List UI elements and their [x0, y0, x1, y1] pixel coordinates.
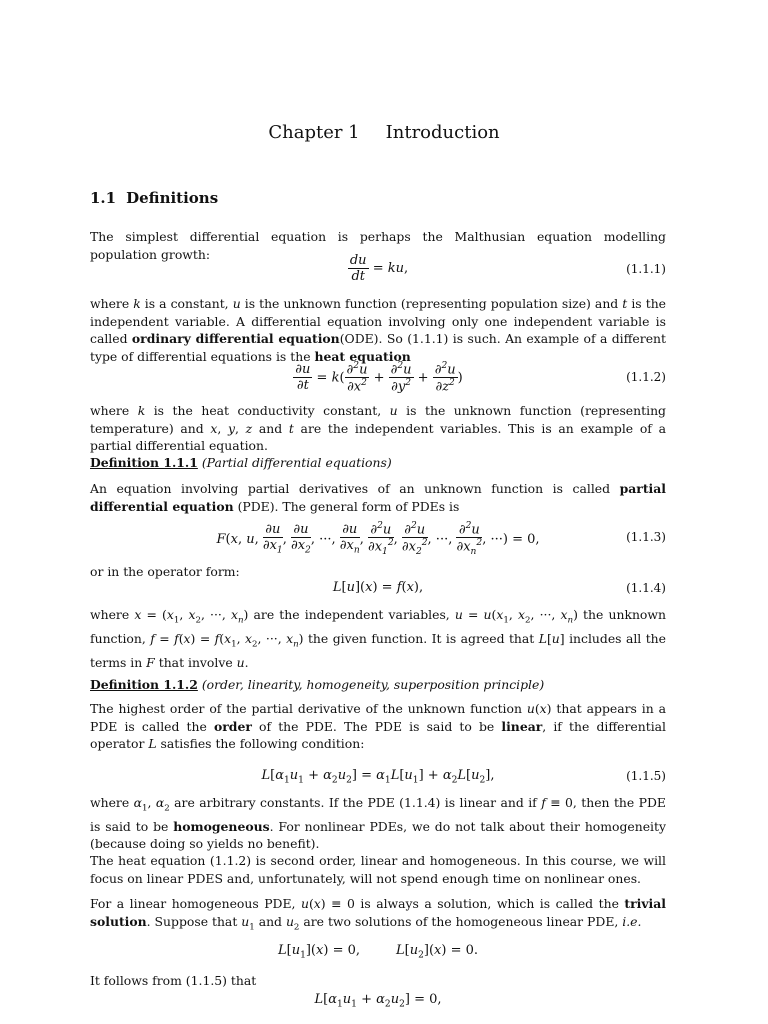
equation-1-1-2: $\frac{\partial u}{\partial t}$ = k( $\frac{\partial^2u}{\partial x^2}$ + $\frac{\partial^2u}{\partial y^2}$ + $\frac{\partial^2u}{\partial z^2}$ ) (1.1.2) [295, 361, 666, 395]
equation-number: (1.1.3) [626, 530, 666, 544]
chapter-label: Chapter 1 [268, 122, 360, 143]
paragraph: For a linear homogeneous PDE, u(x) ≡ 0 is always a solution, which is called the trivial solution. Suppose that $u_1$ and $u_2$ are two solutions of the homogeneous linear PDE, i.e. [90, 896, 666, 932]
definition-label: Definition 1.1.2 [90, 677, 198, 692]
chapter-title: Introduction [385, 122, 500, 143]
paragraph: The highest order of the partial derivative of the unknown function u(x) that appears in a PDE is called the order of the PDE. The PDE is said to be linear, if the differential operator L satisfies the following condition: [90, 701, 667, 751]
equation-number: (1.1.1) [626, 262, 666, 276]
equation-1-1-3: F(x, u, $\frac{\partial u}{\partial x_1}$ , $\frac{\partial u}{\partial x_2}$ , ···, $\frac{\partial u}{\partial x_n}$ , $\frac{\partial^2u}{\partial x_1^2}$ , $\frac{\partial^2u}{\partial x_2^2}$ , ···, $\frac{\partial^2u}{\partial x_n^2}$ , ···) = 0, (1.1.3) [216, 521, 666, 558]
equation-1-1-1: $\frac{du}{dt}$ = ku, (1.1.1) [349, 253, 666, 284]
equation-unnumbered: $L[u_1](x) = 0$, $L[u_2](x) = 0$. [277, 943, 479, 961]
paragraph: where k is the heat conductivity constant, u is the unknown function (representing temperature) and x, y, z and t are the independent variables. This is an example of a partial differential equation. [90, 403, 666, 453]
equation-number: (1.1.5) [626, 769, 666, 783]
definition-label: Definition 1.1.1 [90, 455, 198, 470]
section-heading [90, 189, 218, 207]
paragraph: The heat equation (1.1.2) is second order, linear and homogeneous. In this course, we will focus on linear PDES and, unfortunately, will not spend enough time on nonlinear ones. [90, 853, 666, 886]
section-title: Definitions [126, 189, 219, 207]
definition-heading [90, 677, 544, 692]
definition-subtitle: (Partial differential equations) [201, 455, 392, 470]
equation-1-1-4: L[u](x) = f(x), (1.1.4) [332, 580, 666, 595]
paragraph: where $\alpha_1$, $\alpha_2$ are arbitrary constants. If the PDE (1.1.4) is linear and if f ≡ 0, then the PDE is said to be homogeneous. For nonlinear PDEs, we do not talk about their homogeneity (because doing so yields no benefit). [90, 795, 666, 852]
equation-number: (1.1.4) [626, 581, 666, 595]
definition-subtitle: (order, linearity, homogeneity, superposition principle) [201, 677, 545, 692]
equation-1-1-5: $L[\alpha_1u_1 + \alpha_2u_2] = \alpha_1L[u_1] + \alpha_2L[u_2]$, (1.1.5) [261, 768, 666, 786]
section-number: 1.1 [90, 189, 117, 207]
paragraph: where k is a constant, u is the unknown function (representing population size) and t is the independent variable. A differential equation involving only one independent variable is called ordinary differential equation(ODE). So (1.1.1) is such. An example of a different type of differential equations is the heat equation [90, 296, 667, 364]
equation-unnumbered: $L[\alpha_1u_1 + \alpha_2u_2] = 0$, [314, 992, 442, 1010]
paragraph: or in the operator form: [90, 564, 240, 579]
paragraph: It follows from (1.1.5) that [90, 973, 257, 988]
chapter-heading [0, 122, 768, 143]
paragraph: where $x = (x_1$, $x_2$, ···, $x_n$) are the independent variables, $u = u(x_1$, $x_2$, ···, $x_n$) the unknown function, $f = f(x) = f(x_1$, $x_2$, ···, $x_n$) the given function. It is agreed that L[u] includes all the terms in F that involve u. [90, 607, 666, 670]
paragraph: The simplest differential equation is perhaps the Malthusian equation modelling population growth: [90, 229, 666, 262]
definition-heading [90, 455, 392, 470]
equation-number: (1.1.2) [626, 370, 666, 384]
paragraph: An equation involving partial derivatives of an unknown function is called partial differential equation (PDE). The general form of PDEs is [90, 481, 666, 514]
